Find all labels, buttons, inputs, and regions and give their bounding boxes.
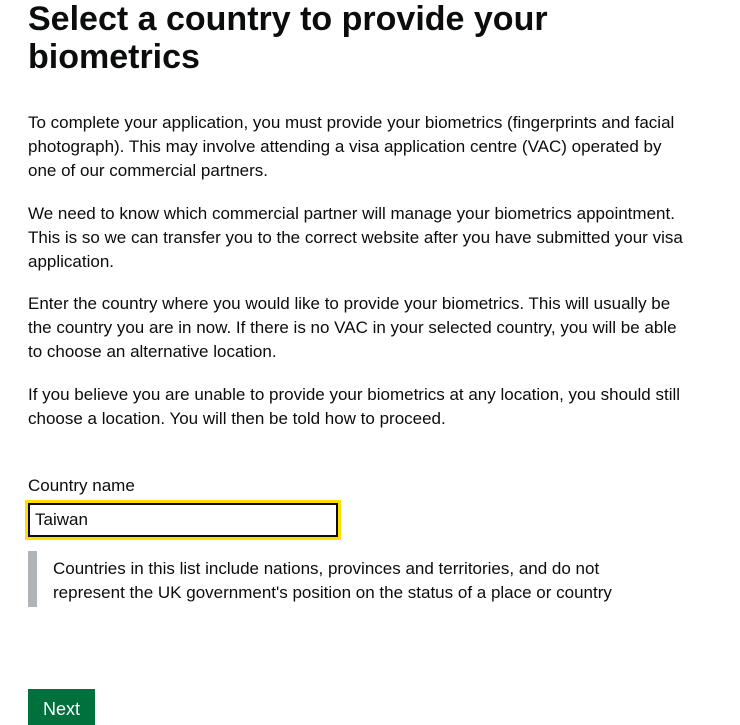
country-list-inset-text: Countries in this list include nations, provinces and territories, and do not represent the UK government's position on the status of a place or country — [28, 551, 668, 607]
next-button[interactable]: Next — [28, 689, 95, 725]
intro-paragraph-3: Enter the country where you would like to provide your biometrics. This will usually be the country you are in now. If there is no VAC in your selected country, you will be able to choose an alternative location. — [28, 294, 677, 361]
intro-paragraph-4: If you believe you are unable to provide your biometrics at any location, you should still choose a location. You will then be told how to proceed. — [28, 385, 681, 428]
country-name-label: Country name — [28, 476, 135, 495]
country-name-input[interactable] — [28, 503, 338, 537]
intro-paragraph-2: We need to know which commercial partner will manage your biometrics appointment. This is so we can transfer you to the correct website after you have submitted your visa application. — [28, 204, 683, 271]
page-title: Select a country to provide your biometrics — [28, 0, 548, 76]
intro-paragraph-1: To complete your application, you must provide your biometrics (fingerprints and facial photograph). This may involve attending a visa application centre (VAC) operated by one of our commercial partners. — [28, 113, 675, 180]
